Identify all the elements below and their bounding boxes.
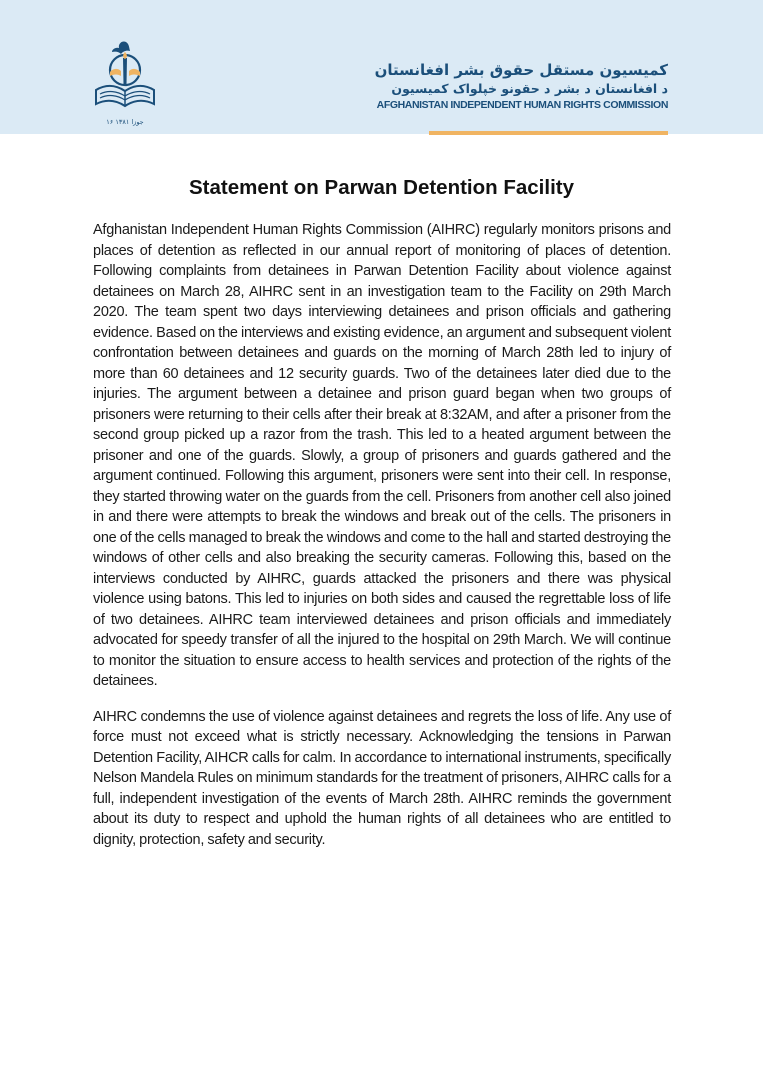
document-body xyxy=(93,220,671,865)
accent-bar xyxy=(429,131,668,135)
logo-founding-date: ۱۶ جوزا ۱۳۸۱ xyxy=(106,118,144,126)
organization-name-block xyxy=(308,60,668,113)
org-name-english: AFGHANISTAN INDEPENDENT HUMAN RIGHTS COMMISSION xyxy=(376,99,668,111)
letterhead xyxy=(0,0,763,134)
paragraph-1: Afghanistan Independent Human Rights Commission (AIHRC) regularly monitors prisons and places of detention as reflected in our annual report of monitoring of places of detention. Following complaints from detainees in Parwan Detention Facility about violence against detainees on March 28, AIHRC sent in an investigation team to the Facility on 29th March 2020. The team spent two days interviewing detainees and prison officials and gathering evidence. Based on the interviews and existing evidence, an argument and subsequent violent confrontation between detainees and guards on the morning of March 28th led to injury of more than 60 detainees and 12 security guards. Two of the detainees later died due to the injuries. The argument between a detainee and prison guard began when two groups of prisoners were returning to their cells after their break at 8:32AM, and after a prisoner from the second group picked up a razor from the trash. This led to a heated argument between the prisoner and one of the guards. Slowly, a group of prisoners and guards gathered and the argument continued. Following this argument, prisoners were sent into their cell. In response, they started throwing water on the guards from the cell. Prisoners from another cell also joined in and there were attempts to break the windows and break out of the cells. The prisoners in one of the cells managed to break the windows and come to the hall and started destroying the windows of other cells and also breaking the security cameras. Following this, based on the interviews conducted by AIHRC, guards attacked the prisoners and there was physical violence using batons. This led to injuries on both sides and caused the regrettable loss of life of two detainees. AIHRC team interviewed detainees and prison officials and immediately advocated for speedy transfer of all the injured to the hospital on 29th March. We will continue to monitor the situation to ensure access to health services and protection of the rights of the detainees. xyxy=(93,222,671,689)
paragraph-2: AIHRC condemns the use of violence against detainees and regrets the loss of life. Any use of force must not exceed what is strictly necessary. Acknowledging the tensions in Parwan Detention Facility, AIHCR calls for calm. In accordance to international instruments, specifically Nelson Mandela Rules on minimum standards for the treatment of prisoners, AIHRC calls for a full, independent investigation of the events of March 28th. AIHRC reminds the government about its duty to respect and uphold the human rights of all detainees who are entitled to dignity, protection, safety and security. xyxy=(93,708,671,848)
document-title: Statement on Parwan Detention Facility xyxy=(188,176,574,199)
emblem-icon xyxy=(92,38,158,120)
org-name-dari: کمیسیون مستقل حقوق بشر افغانستان xyxy=(374,61,668,79)
org-name-pashto: د افغانستان د بشر د حقونو خپلواک کمیسیون xyxy=(391,81,668,96)
aihrc-logo xyxy=(92,38,158,130)
